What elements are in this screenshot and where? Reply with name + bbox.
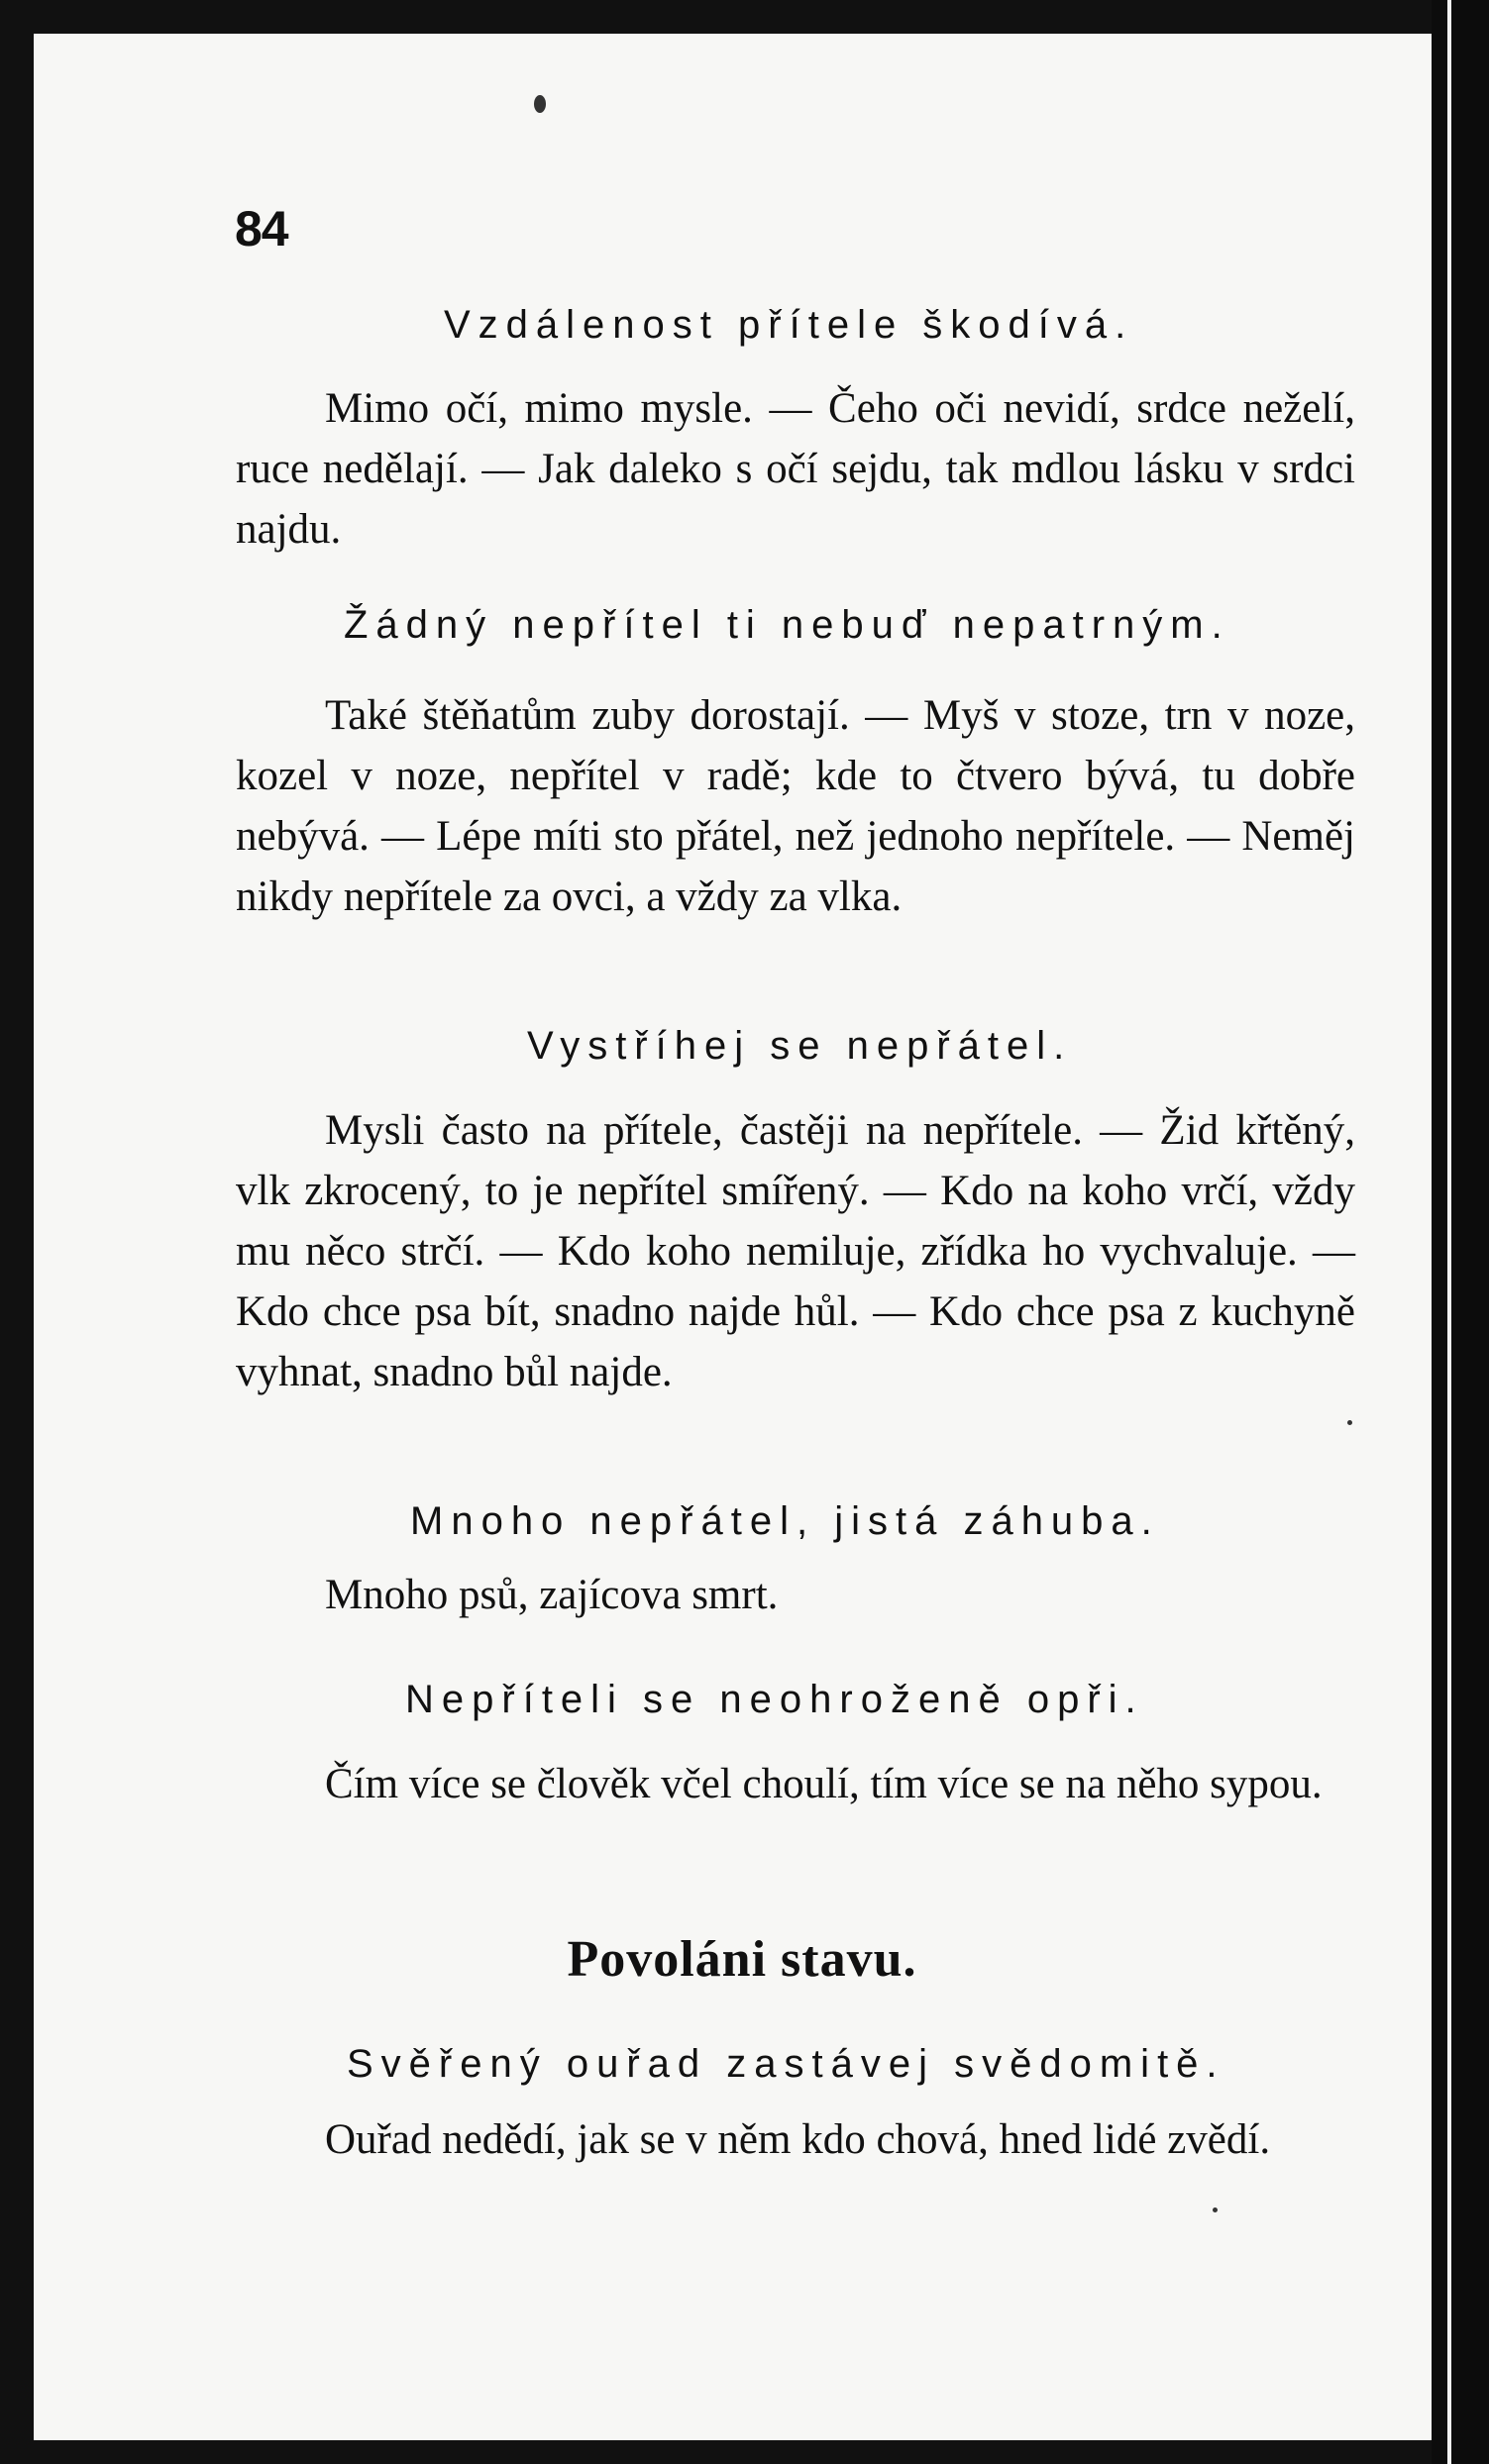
scan-speck <box>1347 1420 1352 1425</box>
page-edge-line <box>1447 0 1451 2464</box>
section-paragraph: Mnoho psů, zajícova smrt. <box>325 1572 779 1618</box>
section-paragraph: Mysli často na přítele, častěji na nepřítele. — Žid křtěný, vlk zkrocený, to je nepřítel smířený. — Kdo na koho vrčí, vždy mu něco strčí. — Kdo koho nemiluje, zřídka ho vychvaluje. — Kdo chce psa bít, snadno najde hůl. — Kdo chce psa z kuchyně vyhnat, snadno bůl najde. <box>236 1107 1355 1395</box>
page-number: 84 <box>235 201 288 257</box>
book-page <box>34 34 1450 2440</box>
scan-speck <box>1213 2207 1218 2212</box>
section-paragraph: Ouřad nedědí, jak se v něm kdo chová, hned lidé zvědí. <box>325 2116 1271 2163</box>
section-paragraph: Mimo očí, mimo mysle. — Čeho oči nevidí, srdce neželí, ruce nedělají. — Jak daleko s očí sejdu, tak mdlou lásku v srdci najdu. <box>236 385 1355 553</box>
section-heading: Vystříhej se nepřátel. <box>527 1024 1073 1068</box>
section-paragraph: Také štěňatům zuby dorostají. — Myš v stoze, trn v noze, kozel v noze, nepřítel v radě; kde to čtvero bývá, tu dobře nebývá. — Lépe míti sto přátel, než jednoho nepřítele. — Neměj nikdy nepřítele za ovci, a vždy za vlka. <box>236 692 1355 920</box>
scan-speck <box>534 95 546 113</box>
section-heading: Žádný nepřítel ti nebuď nepatrným. <box>344 603 1230 647</box>
section-heading: Mnoho nepřátel, jistá záhuba. <box>410 1499 1160 1543</box>
chapter-title: Povoláni stavu. <box>567 1931 917 1988</box>
section-paragraph: Čím více se člověk včel choulí, tím více se na něho sypou. <box>325 1761 1323 1807</box>
page-edge <box>1432 0 1489 2464</box>
section-heading: Nepříteli se neohroženě opři. <box>405 1678 1144 1721</box>
section-heading: Svěřený ouřad zastávej svědomitě. <box>347 2042 1225 2086</box>
section-heading: Vzdálenost přítele škodívá. <box>444 303 1134 347</box>
